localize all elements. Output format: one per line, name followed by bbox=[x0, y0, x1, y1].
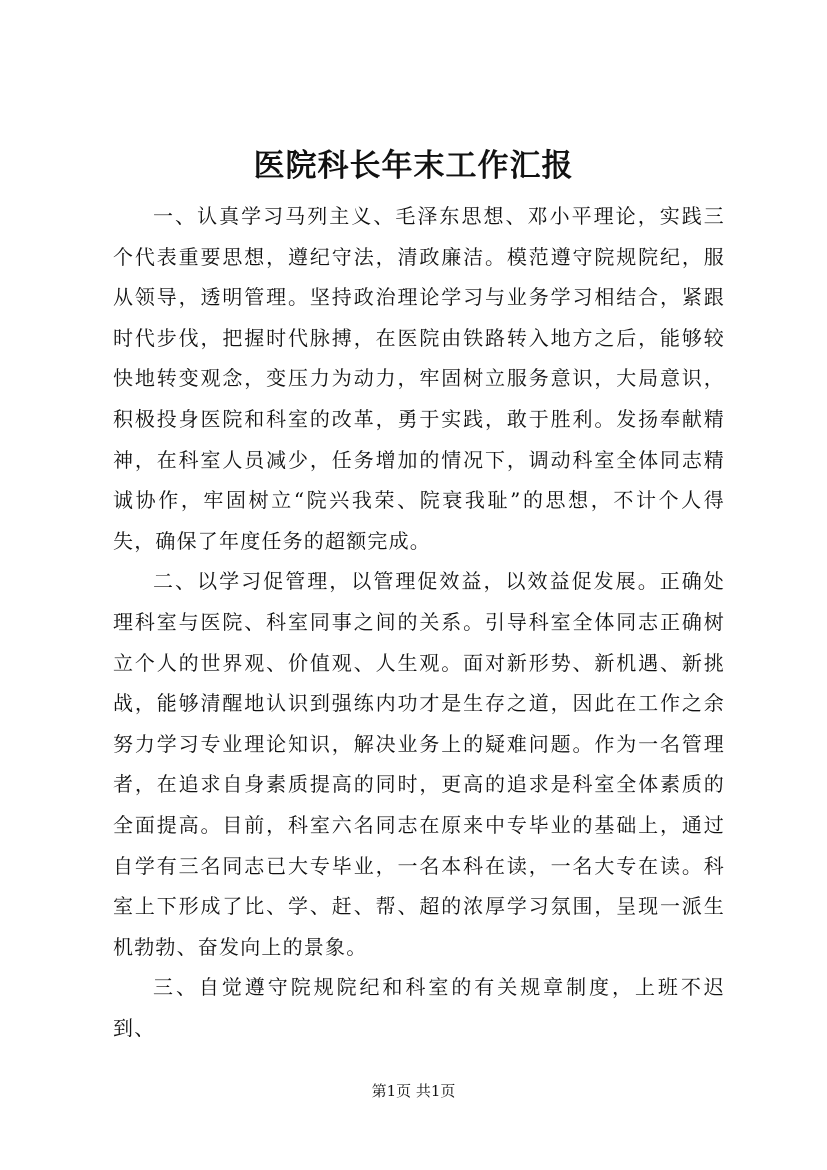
page-footer: 第1页 共1页 bbox=[371, 1082, 456, 1100]
paragraph-1: 一、认真学习马列主义、毛泽东思想、邓小平理论，实践三个代表重要思想，遵纪守法，清政廉洁。模范遵守院规院纪，服从领导，透明管理。坚持政治理论学习与业务学习相结合，紧跟时代步伐，把握时代脉搏，在医院由铁路转入地方之后，能够较快地转变观念，变压力为动力，牢固树立服务意识，大局意识，积极投身医院和科室的改革，勇于实践，敢于胜利。发扬奉献精神，在科室人员减少，任务增加的情况下，调动科室全体同志精诚协作，牢固树立“院兴我荣、院衰我耻”的思想，不计个人得失，确保了年度任务的超额完成。 bbox=[113, 204, 725, 553]
paragraph-3: 三、自觉遵守院规院纪和科室的有关规章制度，上班不迟到、 bbox=[113, 975, 725, 1040]
page-title: 医院科长年末工作汇报 bbox=[253, 148, 574, 184]
document-body bbox=[113, 196, 725, 1048]
paragraph-2: 二、以学习促管理，以管理促效益，以效益促发展。正确处理科室与医院、科室同事之间的关系。引导科室全体同志正确树立个人的世界观、价值观、人生观。面对新形势、新机遇、新挑战，能够清醒地认识到强练内功才是生存之道，因此在工作之余努力学习专业理论知识，解决业务上的疑难问题。作为一名管理者，在追求自身素质提高的同时，更高的追求是科室全体素质的全面提高。目前，科室六名同志在原来中专毕业的基础上，通过自学有三名同志已大专毕业，一名本科在读，一名大专在读。科室上下形成了比、学、赶、帮、超的浓厚学习氛围，呈现一派生机勃勃、奋发向上的景象。 bbox=[113, 569, 725, 959]
